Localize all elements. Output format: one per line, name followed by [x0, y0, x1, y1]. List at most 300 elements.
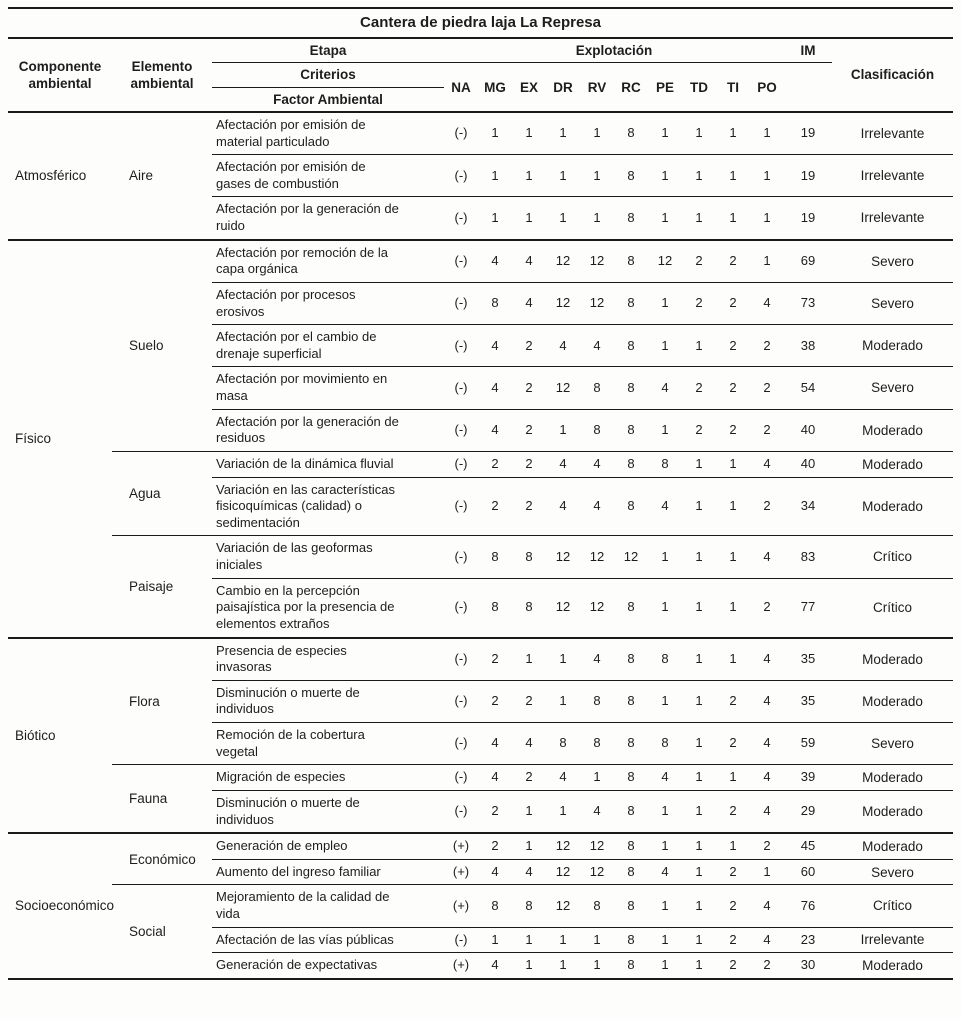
- factor-cell: Afectación de las vías públicas: [212, 927, 444, 953]
- value-cell: 4: [580, 477, 614, 536]
- value-cell: 4: [478, 409, 512, 451]
- value-cell: 8: [580, 723, 614, 765]
- value-cell: 12: [546, 240, 580, 283]
- clasificacion-cell: Irrelevante: [832, 155, 953, 197]
- value-cell: 1: [546, 409, 580, 451]
- value-cell: 12: [546, 282, 580, 324]
- value-cell: 1: [716, 638, 750, 681]
- value-cell: 12: [614, 536, 648, 578]
- value-cell: 8: [648, 451, 682, 477]
- header-criterios: Criterios: [212, 63, 444, 87]
- sign-cell: (+): [444, 953, 478, 979]
- header-im-spacer: [784, 63, 832, 112]
- header-explotacion: Explotación: [444, 38, 784, 63]
- value-cell: 1: [546, 680, 580, 722]
- value-cell: 4: [580, 790, 614, 833]
- sign-cell: (-): [444, 240, 478, 283]
- value-cell: 12: [580, 240, 614, 283]
- value-cell: 1: [682, 790, 716, 833]
- clasificacion-cell: Crítico: [832, 536, 953, 578]
- sign-cell: (-): [444, 680, 478, 722]
- value-cell: 1: [716, 451, 750, 477]
- table-row: [8, 536, 953, 578]
- value-cell: 12: [546, 885, 580, 927]
- table-row: [8, 833, 953, 859]
- value-cell: 2: [716, 953, 750, 979]
- value-cell: 8: [512, 885, 546, 927]
- value-cell: 2: [750, 578, 784, 637]
- value-cell: 4: [750, 927, 784, 953]
- value-cell: 4: [750, 451, 784, 477]
- value-cell: 1: [682, 155, 716, 197]
- value-cell: 8: [614, 885, 648, 927]
- title-row: [8, 8, 953, 38]
- value-cell: 1: [512, 155, 546, 197]
- value-cell: 8: [614, 765, 648, 791]
- factor-cell: Mejoramiento de la calidad de vida: [212, 885, 444, 927]
- value-cell: 2: [478, 833, 512, 859]
- im-cell: 40: [784, 409, 832, 451]
- value-cell: 12: [546, 578, 580, 637]
- factor-cell: Afectación por movimiento en masa: [212, 367, 444, 409]
- sign-cell: (-): [444, 536, 478, 578]
- factor-cell: Afectación por el cambio de drenaje superficial: [212, 325, 444, 367]
- elemento-cell: Fauna: [112, 765, 212, 833]
- value-cell: 4: [750, 282, 784, 324]
- im-cell: 35: [784, 680, 832, 722]
- im-cell: 23: [784, 927, 832, 953]
- value-cell: 8: [614, 680, 648, 722]
- sign-cell: (-): [444, 477, 478, 536]
- sign-cell: (+): [444, 833, 478, 859]
- im-cell: 60: [784, 859, 832, 885]
- header-col-rc: RC: [614, 63, 648, 112]
- clasificacion-cell: Moderado: [832, 451, 953, 477]
- im-cell: 38: [784, 325, 832, 367]
- value-cell: 12: [648, 240, 682, 283]
- value-cell: 1: [716, 578, 750, 637]
- value-cell: 2: [750, 367, 784, 409]
- value-cell: 2: [512, 367, 546, 409]
- value-cell: 4: [478, 367, 512, 409]
- factor-cell: Afectación por procesos erosivos: [212, 282, 444, 324]
- factor-cell: Cambio en la percepción paisajística por la presencia de elementos extraños: [212, 578, 444, 637]
- value-cell: 4: [750, 536, 784, 578]
- value-cell: 1: [648, 953, 682, 979]
- factor-cell: Afectación por remoción de la capa orgánica: [212, 240, 444, 283]
- value-cell: 1: [682, 859, 716, 885]
- value-cell: 1: [580, 197, 614, 240]
- value-cell: 8: [648, 638, 682, 681]
- value-cell: 1: [546, 155, 580, 197]
- value-cell: 12: [580, 536, 614, 578]
- value-cell: 2: [716, 367, 750, 409]
- value-cell: 4: [580, 451, 614, 477]
- value-cell: 2: [512, 325, 546, 367]
- value-cell: 2: [750, 409, 784, 451]
- value-cell: 8: [614, 638, 648, 681]
- value-cell: 8: [580, 680, 614, 722]
- value-cell: 1: [512, 790, 546, 833]
- value-cell: 4: [750, 765, 784, 791]
- value-cell: 8: [614, 367, 648, 409]
- value-cell: 12: [546, 536, 580, 578]
- value-cell: 4: [512, 723, 546, 765]
- value-cell: 1: [716, 155, 750, 197]
- value-cell: 8: [614, 155, 648, 197]
- sign-cell: (+): [444, 885, 478, 927]
- table-row: [8, 765, 953, 791]
- value-cell: 1: [682, 477, 716, 536]
- value-cell: 1: [512, 833, 546, 859]
- value-cell: 1: [750, 197, 784, 240]
- value-cell: 8: [614, 790, 648, 833]
- header-col-na: NA: [444, 63, 478, 112]
- value-cell: 1: [546, 197, 580, 240]
- value-cell: 1: [682, 953, 716, 979]
- factor-cell: Presencia de especies invasoras: [212, 638, 444, 681]
- value-cell: 1: [580, 765, 614, 791]
- im-cell: 76: [784, 885, 832, 927]
- sign-cell: (-): [444, 409, 478, 451]
- im-cell: 77: [784, 578, 832, 637]
- clasificacion-cell: Crítico: [832, 885, 953, 927]
- value-cell: 2: [716, 325, 750, 367]
- clasificacion-cell: Severo: [832, 282, 953, 324]
- value-cell: 1: [729, 125, 737, 141]
- value-cell: 4: [478, 240, 512, 283]
- factor-cell: Disminución o muerte de individuos: [212, 790, 444, 833]
- value-cell: 4: [750, 885, 784, 927]
- value-cell: 8: [614, 451, 648, 477]
- sign-cell: (-): [444, 638, 478, 681]
- value-cell: 12: [580, 282, 614, 324]
- factor-cell: Remoción de la cobertura vegetal: [212, 723, 444, 765]
- value-cell: 8: [614, 833, 648, 859]
- value-cell: 1: [682, 927, 716, 953]
- sign-cell: (-): [444, 927, 478, 953]
- factor-cell: Afectación por emisión de gases de combustión: [212, 155, 444, 197]
- value-cell: 4: [512, 282, 546, 324]
- value-cell: 1: [648, 790, 682, 833]
- value-cell: 2: [478, 790, 512, 833]
- sign-cell: (-): [444, 578, 478, 637]
- value-cell: 1: [682, 680, 716, 722]
- header-etapa: Etapa: [212, 38, 444, 63]
- elemento-cell: Aire: [129, 168, 154, 184]
- value-cell: 8: [614, 240, 648, 283]
- table-row: [8, 112, 953, 155]
- value-cell: 8: [478, 282, 512, 324]
- elemento-cell: Agua: [112, 451, 212, 536]
- value-cell: 1: [648, 536, 682, 578]
- value-cell: 1: [682, 723, 716, 765]
- value-cell: 1: [648, 325, 682, 367]
- clasificacion-cell: Crítico: [832, 578, 953, 637]
- value-cell: 2: [682, 282, 716, 324]
- header-col-mg: MG: [478, 63, 512, 112]
- componente-cell: Socioeconómico: [8, 833, 112, 979]
- value-cell: 2: [512, 409, 546, 451]
- sign-cell: (+): [444, 859, 478, 885]
- value-cell: 1: [682, 578, 716, 637]
- componente-cell: Biótico: [8, 638, 112, 834]
- value-cell: 2: [750, 325, 784, 367]
- factor-cell: Migración de especies: [212, 765, 444, 791]
- value-cell: 1: [648, 578, 682, 637]
- value-cell: 1: [716, 197, 750, 240]
- value-cell: 1: [512, 953, 546, 979]
- im-cell: 73: [784, 282, 832, 324]
- value-cell: 4: [546, 325, 580, 367]
- sign-cell: (-): [444, 367, 478, 409]
- value-cell: 2: [716, 885, 750, 927]
- im-cell: 35: [784, 638, 832, 681]
- value-cell: 1: [478, 927, 512, 953]
- value-cell: 1: [716, 765, 750, 791]
- table-title: Cantera de piedra laja La Represa: [8, 8, 953, 38]
- value-cell: 4: [648, 367, 682, 409]
- value-cell: 1: [546, 790, 580, 833]
- value-cell: 2: [750, 833, 784, 859]
- factor-cell: Variación de la dinámica fluvial: [212, 451, 444, 477]
- value-cell: 1: [682, 885, 716, 927]
- value-cell: 2: [512, 477, 546, 536]
- value-cell: 8: [580, 409, 614, 451]
- clasificacion-cell: Moderado: [832, 409, 953, 451]
- value-cell: 1: [593, 125, 601, 141]
- sign-cell: (-): [444, 325, 478, 367]
- header-row-1: [8, 38, 953, 63]
- value-cell: 1: [661, 125, 669, 141]
- value-cell: 1: [750, 240, 784, 283]
- value-cell: 8: [614, 325, 648, 367]
- value-cell: 8: [614, 927, 648, 953]
- elemento-cell: Económico: [112, 833, 212, 885]
- value-cell: 2: [750, 477, 784, 536]
- value-cell: 12: [580, 578, 614, 637]
- value-cell: 12: [580, 859, 614, 885]
- value-cell: 2: [478, 638, 512, 681]
- value-cell: 4: [648, 477, 682, 536]
- value-cell: 8: [614, 409, 648, 451]
- sign-cell: (-): [444, 451, 478, 477]
- im-cell: 19: [784, 197, 832, 240]
- value-cell: 1: [716, 477, 750, 536]
- clasificacion-cell: Irrelevante: [832, 197, 953, 240]
- value-cell: 2: [716, 409, 750, 451]
- value-cell: 1: [648, 885, 682, 927]
- value-cell: 2: [750, 953, 784, 979]
- clasificacion-cell: Severo: [832, 723, 953, 765]
- value-cell: 2: [716, 927, 750, 953]
- value-cell: 2: [716, 859, 750, 885]
- value-cell: 2: [682, 367, 716, 409]
- im-cell: 69: [784, 240, 832, 283]
- header-col-dr: DR: [546, 63, 580, 112]
- value-cell: 1: [695, 125, 703, 141]
- clasificacion-cell: Moderado: [832, 833, 953, 859]
- im-cell: 34: [784, 477, 832, 536]
- header-col-pe: PE: [648, 63, 682, 112]
- value-cell: 1: [546, 953, 580, 979]
- value-cell: 1: [682, 765, 716, 791]
- value-cell: 4: [580, 325, 614, 367]
- header-im: IM: [784, 38, 832, 63]
- clasificacion-cell: Moderado: [832, 638, 953, 681]
- impact-assessment-table: [8, 7, 953, 980]
- clasificacion-cell: Moderado: [832, 325, 953, 367]
- factor-cell: Afectación por la generación de residuos: [212, 409, 444, 451]
- value-cell: 1: [546, 638, 580, 681]
- value-cell: 4: [546, 477, 580, 536]
- value-cell: 2: [682, 240, 716, 283]
- clasificacion-cell: Moderado: [832, 680, 953, 722]
- value-cell: 8: [614, 282, 648, 324]
- value-cell: 1: [491, 125, 499, 141]
- value-cell: 2: [716, 790, 750, 833]
- value-cell: 1: [648, 927, 682, 953]
- sign-cell: (-): [444, 197, 478, 240]
- im-cell: 19: [800, 125, 816, 141]
- sign-cell: (-): [444, 723, 478, 765]
- value-cell: 4: [512, 240, 546, 283]
- header-col-po: PO: [750, 63, 784, 112]
- value-cell: 4: [750, 680, 784, 722]
- sign-cell: (-): [444, 765, 478, 791]
- value-cell: 1: [648, 282, 682, 324]
- factor-cell: Disminución o muerte de individuos: [212, 680, 444, 722]
- im-cell: 40: [784, 451, 832, 477]
- table-row: [8, 885, 953, 927]
- value-cell: 1: [512, 638, 546, 681]
- value-cell: 4: [648, 859, 682, 885]
- value-cell: 4: [478, 859, 512, 885]
- value-cell: 8: [614, 197, 648, 240]
- clasificacion-cell: Severo: [832, 859, 953, 885]
- clasificacion-cell: Moderado: [832, 477, 953, 536]
- clasificacion-cell: Moderado: [832, 953, 953, 979]
- value-cell: 2: [716, 680, 750, 722]
- header-col-rv: RV: [580, 63, 614, 112]
- value-cell: 12: [580, 833, 614, 859]
- value-cell: 2: [478, 451, 512, 477]
- clasificacion-cell: Irrelevante: [860, 125, 925, 141]
- sign-cell: (-): [444, 155, 478, 197]
- clasificacion-cell: Severo: [832, 240, 953, 283]
- factor-cell: Generación de empleo: [212, 833, 444, 859]
- value-cell: 8: [627, 125, 635, 141]
- value-cell: 8: [648, 723, 682, 765]
- value-cell: 1: [559, 125, 567, 141]
- componente-cell: Atmosférico: [15, 168, 87, 184]
- im-cell: 83: [784, 536, 832, 578]
- value-cell: 8: [478, 536, 512, 578]
- value-cell: 12: [546, 859, 580, 885]
- value-cell: 1: [682, 451, 716, 477]
- im-cell: 29: [784, 790, 832, 833]
- header-clasificacion: Clasificación: [832, 38, 953, 112]
- value-cell: 1: [580, 927, 614, 953]
- value-cell: 8: [614, 953, 648, 979]
- value-cell: 1: [716, 536, 750, 578]
- elemento-cell: Flora: [112, 638, 212, 765]
- sign-cell: (-): [444, 282, 478, 324]
- value-cell: 2: [716, 282, 750, 324]
- value-cell: 1: [546, 927, 580, 953]
- im-cell: 59: [784, 723, 832, 765]
- elemento-cell: Paisaje: [112, 536, 212, 638]
- value-cell: 1: [580, 155, 614, 197]
- value-cell: 2: [682, 409, 716, 451]
- clasificacion-cell: Moderado: [832, 765, 953, 791]
- value-cell: 8: [478, 578, 512, 637]
- value-cell: 1: [763, 125, 771, 141]
- elemento-cell: Social: [112, 885, 212, 979]
- sign-cell: (-): [454, 125, 468, 141]
- value-cell: 12: [546, 367, 580, 409]
- value-cell: 4: [648, 765, 682, 791]
- value-cell: 2: [716, 240, 750, 283]
- value-cell: 8: [614, 578, 648, 637]
- im-cell: 30: [784, 953, 832, 979]
- value-cell: 4: [750, 638, 784, 681]
- factor-cell: Aumento del ingreso familiar: [212, 859, 444, 885]
- value-cell: 1: [580, 953, 614, 979]
- header-col-ti: TI: [716, 63, 750, 112]
- value-cell: 8: [512, 536, 546, 578]
- componente-cell: Físico: [8, 240, 112, 638]
- header-col-td: TD: [682, 63, 716, 112]
- value-cell: 1: [478, 197, 512, 240]
- header-factor-ambiental: Factor Ambiental: [212, 87, 444, 112]
- value-cell: 4: [580, 638, 614, 681]
- value-cell: 1: [525, 125, 533, 141]
- value-cell: 1: [648, 409, 682, 451]
- value-cell: 4: [478, 953, 512, 979]
- value-cell: 1: [716, 833, 750, 859]
- value-cell: 4: [478, 765, 512, 791]
- table-body: [8, 112, 953, 979]
- value-cell: 4: [546, 451, 580, 477]
- clasificacion-cell: Severo: [832, 367, 953, 409]
- value-cell: 1: [648, 197, 682, 240]
- value-cell: 8: [580, 367, 614, 409]
- im-cell: 19: [784, 155, 832, 197]
- value-cell: 1: [682, 197, 716, 240]
- elemento-cell: Suelo: [112, 240, 212, 452]
- table-row: [8, 240, 953, 283]
- value-cell: 4: [512, 859, 546, 885]
- value-cell: 8: [546, 723, 580, 765]
- factor-cell: Variación de las geoformas iniciales: [212, 536, 444, 578]
- im-cell: 39: [784, 765, 832, 791]
- factor-cell: Afectación por emisión de material particulado: [216, 116, 366, 149]
- im-cell: 54: [784, 367, 832, 409]
- clasificacion-cell: Irrelevante: [832, 927, 953, 953]
- value-cell: 8: [580, 885, 614, 927]
- value-cell: 1: [648, 155, 682, 197]
- value-cell: 4: [478, 723, 512, 765]
- factor-cell: Variación en las características fisicoquímicas (calidad) o sedimentación: [212, 477, 444, 536]
- factor-cell: Afectación por la generación de ruido: [212, 197, 444, 240]
- value-cell: 1: [648, 833, 682, 859]
- value-cell: 12: [546, 833, 580, 859]
- value-cell: 1: [750, 155, 784, 197]
- value-cell: 1: [512, 197, 546, 240]
- value-cell: 8: [614, 477, 648, 536]
- im-cell: 45: [784, 833, 832, 859]
